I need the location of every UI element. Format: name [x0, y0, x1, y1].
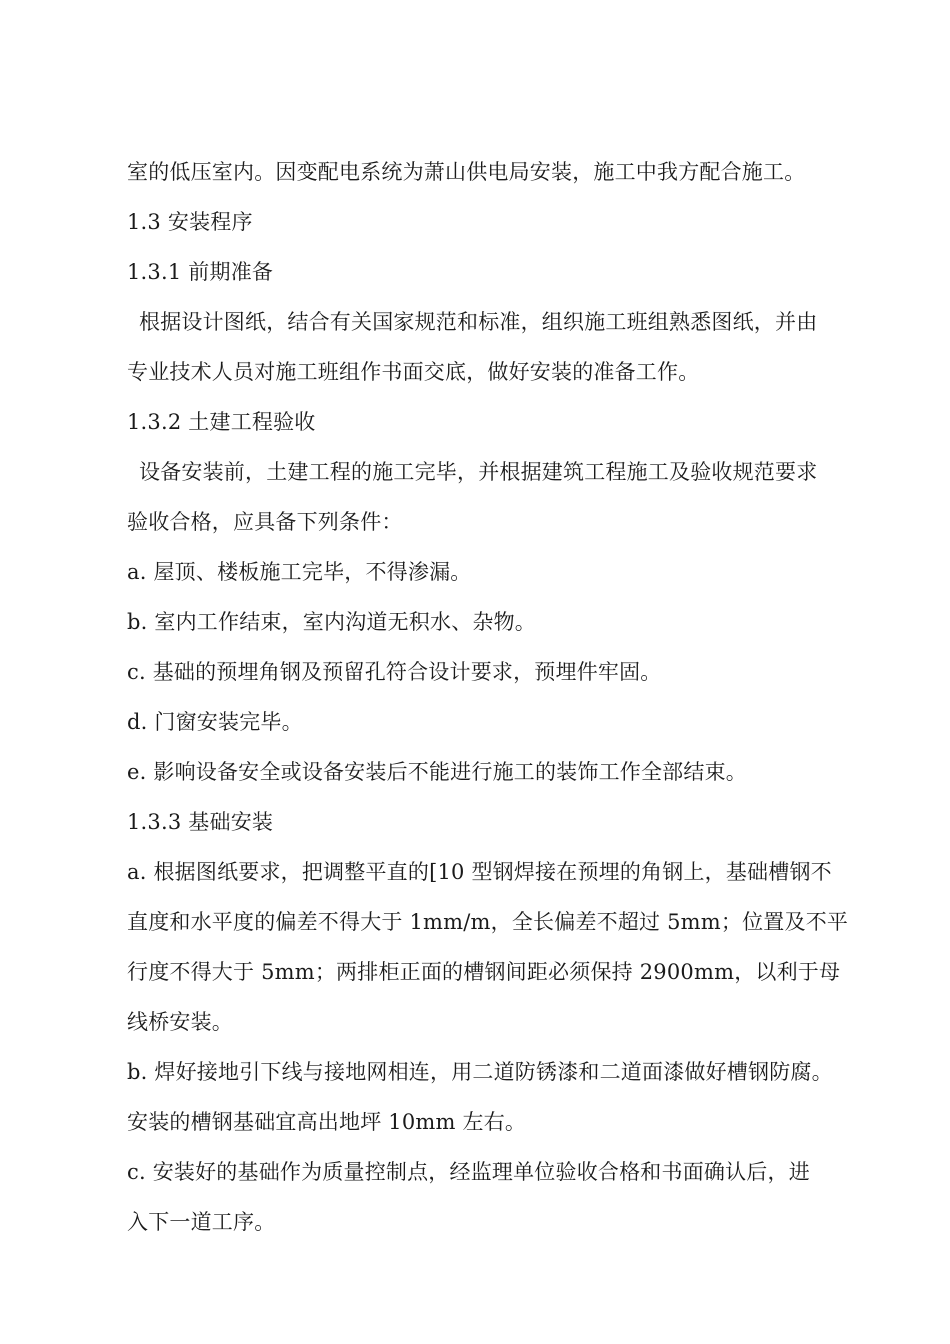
paragraph-line: 安装的槽钢基础宜高出地坪 10mm 左右。	[127, 1110, 527, 1134]
list-item-a: a. 根据图纸要求，把调整平直的[10 型钢焊接在预埋的角钢上，基础槽钢不	[127, 860, 832, 884]
section-heading-1-3-3: 1.3.3 基础安装	[127, 810, 274, 834]
paragraph-line: 专业技术人员对施工班组作书面交底，做好安装的准备工作。	[127, 360, 700, 384]
list-item-d: d. 门窗安装完毕。	[127, 710, 303, 734]
paragraph-line: 线桥安装。	[127, 1010, 233, 1034]
section-heading-1-3-1: 1.3.1 前期准备	[127, 260, 274, 284]
document-page	[127, 147, 867, 1247]
paragraph-line: 根据设计图纸，结合有关国家规范和标准，组织施工班组熟悉图纸，并由	[139, 310, 818, 334]
list-item-b: b. 焊好接地引下线与接地网相连，用二道防锈漆和二道面漆做好槽钢防腐。	[127, 1060, 833, 1084]
section-heading-1-3-2: 1.3.2 土建工程验收	[127, 410, 316, 434]
list-item-e: e. 影响设备安全或设备安装后不能进行施工的装饰工作全部结束。	[127, 760, 747, 784]
list-item-a: a. 屋顶、楼板施工完毕，不得渗漏。	[127, 560, 472, 584]
paragraph-line: 验收合格，应具备下列条件：	[127, 510, 403, 534]
list-item-b: b. 室内工作结束，室内沟道无积水、杂物。	[127, 610, 536, 634]
paragraph-line: 行度不得大于 5mm；两排柜正面的槽钢间距必须保持 2900mm，以利于母	[127, 960, 841, 984]
paragraph-line: 直度和水平度的偏差不得大于 1mm/m，全长偏差不超过 5mm；位置及不平	[127, 910, 849, 934]
paragraph-line: 室的低压室内。因变配电系统为萧山供电局安装，施工中我方配合施工。	[127, 160, 806, 184]
section-heading-1-3: 1.3 安装程序	[127, 210, 253, 234]
list-item-c: c. 安装好的基础作为质量控制点，经监理单位验收合格和书面确认后，进	[127, 1160, 810, 1184]
list-item-c: c. 基础的预埋角钢及预留孔符合设计要求，预埋件牢固。	[127, 660, 662, 684]
paragraph-line: 入下一道工序。	[127, 1210, 276, 1234]
paragraph-line: 设备安装前，土建工程的施工完毕，并根据建筑工程施工及验收规范要求	[139, 460, 818, 484]
